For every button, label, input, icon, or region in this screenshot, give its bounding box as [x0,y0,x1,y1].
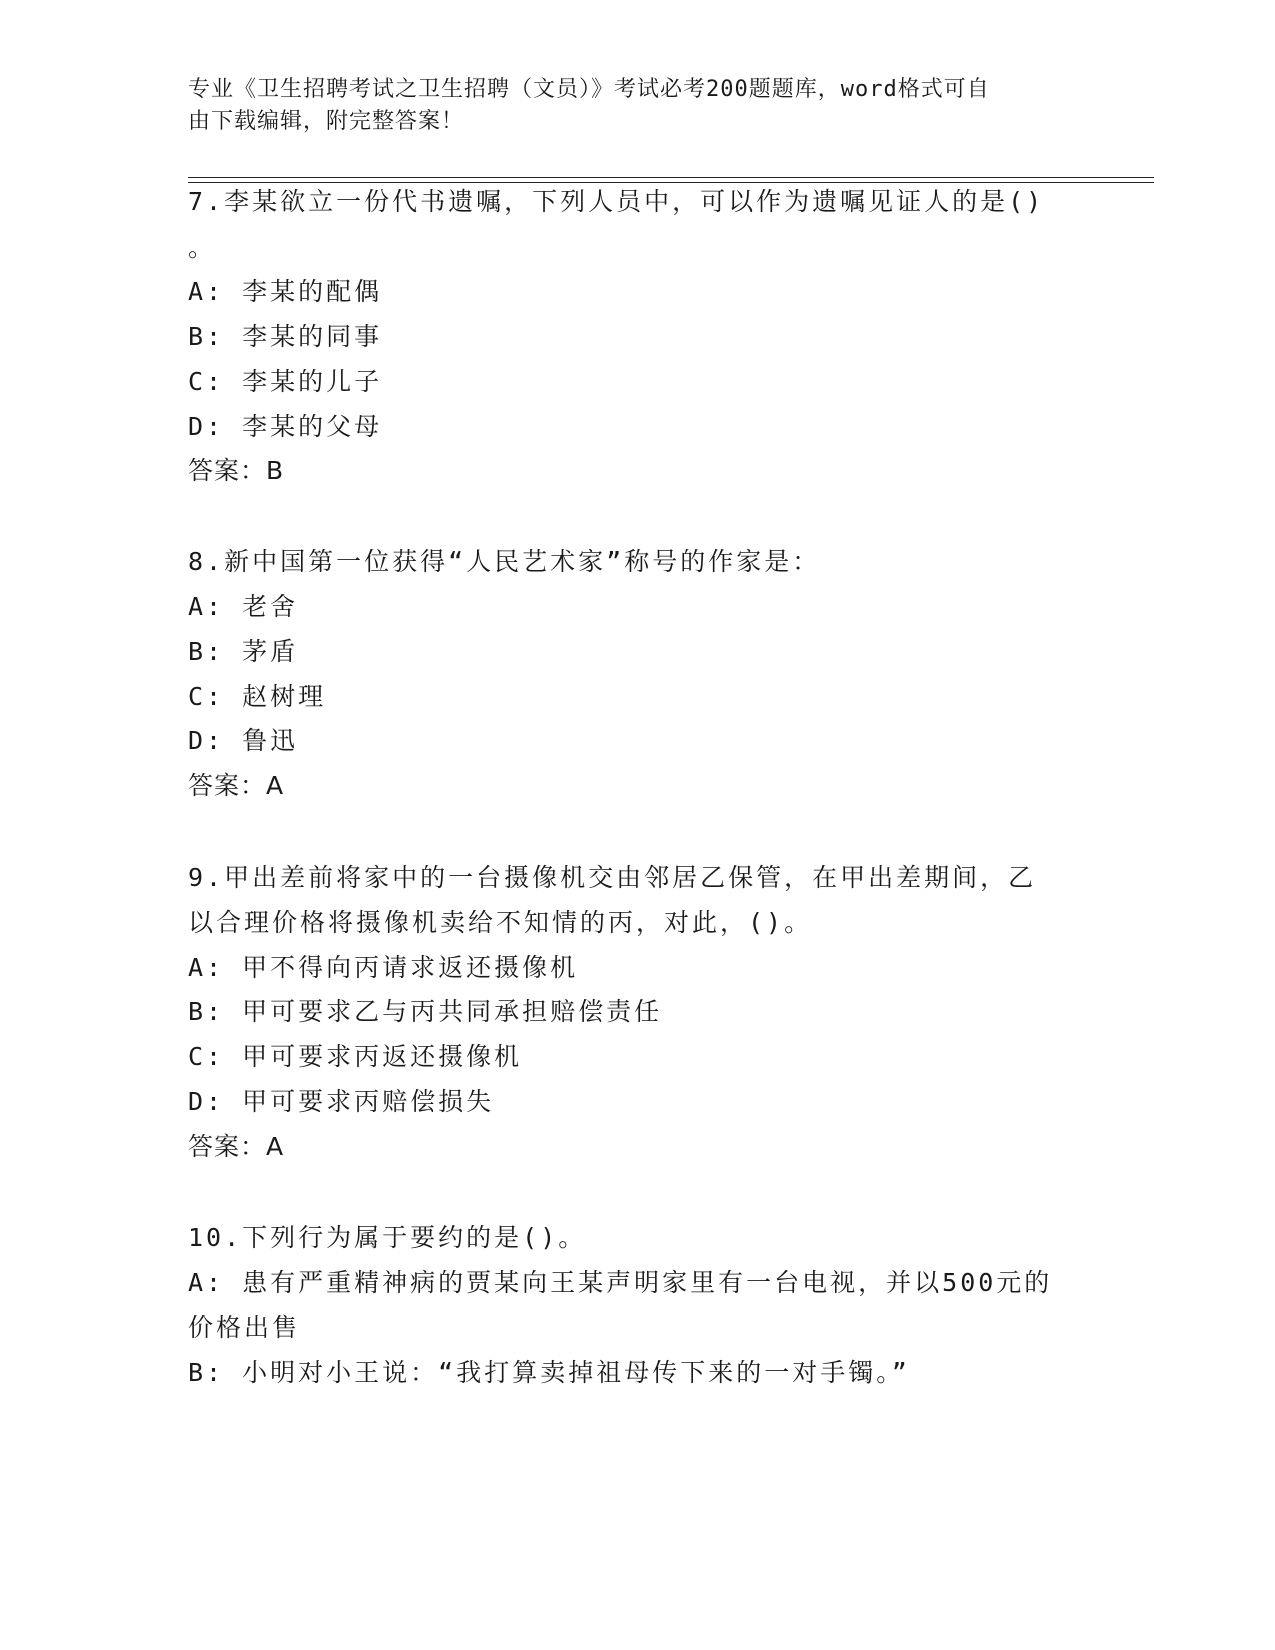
question-10-stem: 10.下列行为属于要约的是()。 [188,1223,587,1252]
question-10-option-a-line-2: 价格出售 [188,1313,301,1342]
header-line-2: 由下载编辑，附完整答案！ [188,109,465,134]
question-7-option-b: B: 李某的同事 [188,322,383,351]
question-8-option-c: C: 赵树理 [188,682,327,711]
header-rule-top [188,177,1154,178]
header-rule-bottom [188,182,1154,183]
question-9-stem-line-2: 以合理价格将摄像机卖给不知情的丙，对此，()。 [188,908,813,937]
question-8-option-a: A: 老舍 [188,592,299,621]
question-9-option-b: B: 甲可要求乙与丙共同承担赔偿责任 [188,997,663,1026]
question-7-option-a: A: 李某的配偶 [188,277,383,306]
question-9-answer: 答案：A [188,1132,285,1161]
header-line-1: 专业《卫生招聘考试之卫生招聘（文员）》考试必考200题题库，word格式可自 [188,77,990,102]
question-8-option-b: B: 茅盾 [188,637,299,666]
question-8-answer: 答案：A [188,771,285,800]
question-10-option-a-line-1: A: 患有严重精神病的贾某向王某声明家里有一台电视，并以500元的 [188,1268,1053,1297]
question-7-option-c: C: 李某的儿子 [188,367,383,396]
question-7-stem-line-1: 7.李某欲立一份代书遗嘱，下列人员中，可以作为遗嘱见证人的是() [188,187,1045,216]
question-7-stem-line-2: 。 [188,233,217,262]
question-9-option-d: D: 甲可要求丙赔偿损失 [188,1087,495,1116]
question-8-stem: 8.新中国第一位获得“人民艺术家”称号的作家是： [188,547,821,576]
question-9-stem-line-1: 9.甲出差前将家中的一台摄像机交由邻居乙保管，在甲出差期间，乙 [188,863,1037,892]
question-9-option-c: C: 甲可要求丙返还摄像机 [188,1042,523,1071]
question-7-option-d: D: 李某的父母 [188,412,383,441]
question-7-answer: 答案：B [188,456,285,485]
question-8-option-d: D: 鲁迅 [188,726,299,755]
document-header [188,74,1068,138]
question-10-option-b: B: 小明对小王说：“我打算卖掉祖母传下来的一对手镯。” [188,1358,910,1387]
question-9-option-a: A: 甲不得向丙请求返还摄像机 [188,953,579,982]
